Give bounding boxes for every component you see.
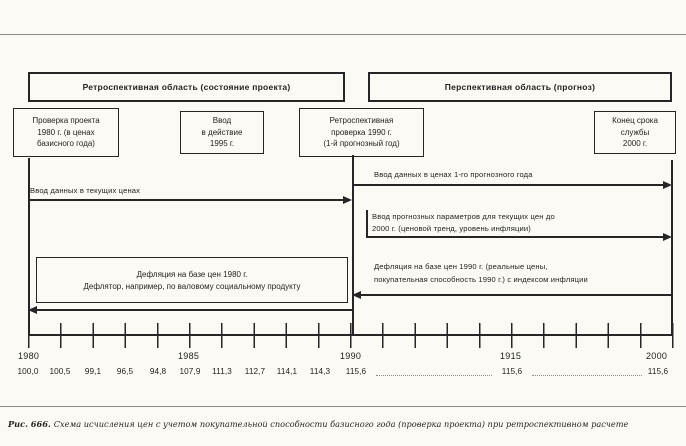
index-value-1983: 96,5 xyxy=(116,367,134,376)
retrospective-region-header xyxy=(28,72,345,102)
figure-caption-text: Схема исчисления цен с учетом покупательной способности базисного года (проверка проекта) при ретроспективном расчете xyxy=(53,419,629,429)
retrospective-region-label: Ретроспективная область (состояние проекта) xyxy=(82,82,291,92)
year-label-2000: 2000 xyxy=(646,351,668,361)
milestone-box-retro-check-1990 xyxy=(299,108,424,157)
prospective-region-header xyxy=(368,72,672,102)
index-value-1988: 114,1 xyxy=(276,367,298,376)
index-value-2000: 115,6 xyxy=(647,367,669,376)
milestone-line: проверка 1990 г. xyxy=(331,127,392,137)
milestone-line: Проверка проекта xyxy=(32,116,100,126)
deflator-line2: Дефлятор, например, по валовому социальному продукту xyxy=(83,281,301,291)
deflator-line1: Дефляция на базе цен 1980 г. xyxy=(136,269,248,279)
vertical-line-1990 xyxy=(352,155,354,335)
figure-caption-number: Рис. 666. xyxy=(8,419,51,429)
flow-label-forecast-year-prices: Ввод данных в ценах 1-го прогнозного года xyxy=(374,170,533,179)
milestone-line: 1980 г. (в ценах xyxy=(37,127,95,137)
flow-label-forecast-params-line1: Ввод прогнозных параметров для текущих цен до xyxy=(372,212,555,221)
timeline-axis xyxy=(28,334,672,336)
year-label-1985: 1985 xyxy=(178,351,200,361)
index-value-1981: 100,5 xyxy=(49,367,71,376)
arrow-forecast-year-prices-right xyxy=(352,184,663,186)
milestone-box-end-of-life-2000 xyxy=(594,111,676,154)
milestone-line: службы xyxy=(620,127,650,137)
dotted-leader-1 xyxy=(376,374,492,376)
year-label-1990: 1990 xyxy=(340,351,362,361)
index-value-1982: 99,1 xyxy=(84,367,102,376)
prospective-region-label: Перспективная область (прогноз) xyxy=(444,82,596,92)
arrow-current-prices-right xyxy=(28,199,343,201)
year-label-1995: 1915 xyxy=(500,351,522,361)
milestone-line: 1995 г. xyxy=(209,139,235,149)
index-value-1980: 100,0 xyxy=(17,367,39,376)
figure-caption xyxy=(8,419,680,429)
index-value-1984: 94,8 xyxy=(149,367,167,376)
index-value-1987: 112,7 xyxy=(244,367,266,376)
milestone-line: в действие xyxy=(201,127,243,137)
flow-label-current-prices: Ввод данных в текущих ценах xyxy=(30,186,141,195)
index-value-1986: 111,3 xyxy=(212,367,232,376)
forecast-params-bracket xyxy=(366,210,368,237)
flow-label-deflation-1990-line1: Дефляция на базе цен 1990 г. (реальные цены, xyxy=(374,262,548,271)
milestone-line: базисного года) xyxy=(37,139,95,149)
deflator-base-1980-box xyxy=(36,257,348,303)
dotted-leader-2 xyxy=(532,374,642,376)
index-value-1985: 107,9 xyxy=(179,367,201,376)
milestone-box-project-check-1980 xyxy=(13,108,119,157)
top-rule xyxy=(0,34,686,35)
flow-label-forecast-params-line2: 2000 г. (ценовой тренд, уровень инфляции) xyxy=(372,224,531,233)
bottom-rule xyxy=(0,406,686,407)
flow-label-deflation-1990-line2: покупательная способность 1990 г.) с индексом инфляции xyxy=(374,275,588,284)
arrow-deflation-1990-left xyxy=(361,294,672,296)
index-value-1995: 115,6 xyxy=(501,367,523,376)
milestone-line: 2000 г. xyxy=(622,139,648,149)
index-value-1989: 114,3 xyxy=(309,367,331,376)
milestone-line: Конец срока xyxy=(612,116,658,126)
arrow-deflation-1980-left xyxy=(37,309,352,311)
milestone-line: (1-й прогнозный год) xyxy=(323,139,400,149)
year-label-1980: 1980 xyxy=(18,351,40,361)
arrow-forecast-params-right xyxy=(366,236,663,238)
milestone-line: Ретроспективная xyxy=(329,116,394,126)
milestone-box-commissioning xyxy=(180,111,264,154)
milestone-line: Ввод xyxy=(212,116,232,126)
index-value-1990: 115,6 xyxy=(345,367,367,376)
